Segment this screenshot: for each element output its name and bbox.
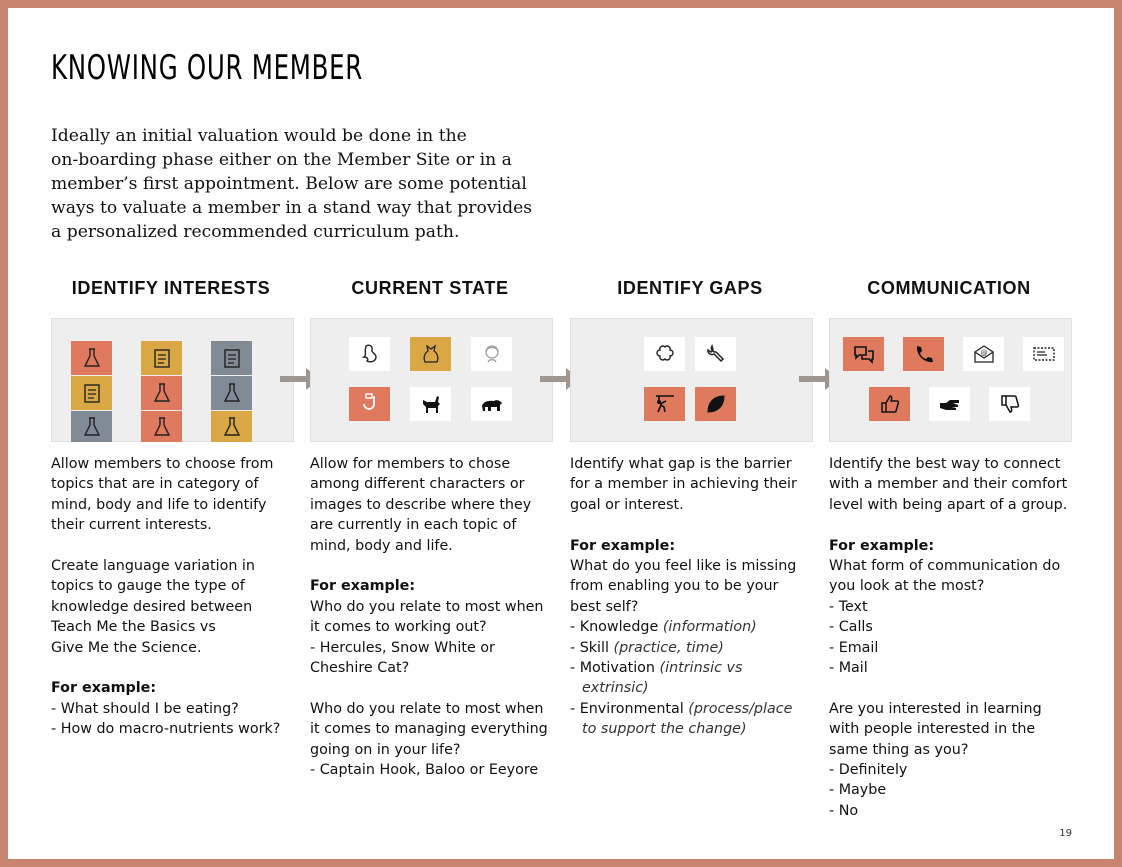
- flask-icon: [71, 411, 112, 442]
- description-text: Create language variation in topics to gauge the type of knowledge desired between Teach Me the Basics vs Give Me the Science.: [51, 558, 255, 656]
- example-question: Who do you relate to most when it comes to managing everything going on in your life? - Captain Hook, Baloo or Eeyore: [310, 700, 548, 779]
- column-description: [829, 454, 1069, 821]
- example-question: Are you interested in learning with people interested in the same thing as you?: [829, 700, 1042, 758]
- column-heading: COMMUNICATION: [867, 278, 1031, 298]
- gaps-icon-panel: [570, 318, 813, 442]
- svg-text:@: @: [980, 349, 987, 357]
- page-number: 19: [1059, 828, 1072, 839]
- thumbs-down-icon: [989, 387, 1030, 421]
- column-communication: [829, 278, 1069, 821]
- list-item: - How do macro-nutrients work?: [51, 721, 281, 738]
- clipboard-icon: [141, 341, 182, 375]
- column-heading: IDENTIFY INTERESTS: [71, 278, 271, 298]
- list-item: - Motivation (intrinsic vs extrinsic): [570, 660, 743, 697]
- description-text: Allow members to choose from topics that are in category of mind, body and life to identify their current interests.: [51, 456, 274, 534]
- flask-icon: [71, 341, 112, 375]
- wrench-icon: [695, 337, 736, 371]
- list-item: - Definitely: [829, 762, 908, 779]
- example-list: [829, 760, 1069, 821]
- list-item: - Email: [829, 639, 879, 656]
- example-question: What do you feel like is missing from enabling you to be your best self?: [570, 558, 797, 615]
- list-item: - Calls: [829, 619, 873, 636]
- description-text: Identify the best way to connect with a member and their comfort level with being apart of a group.: [829, 456, 1068, 513]
- mail-icon: [1023, 337, 1064, 371]
- example-list: [829, 597, 1069, 679]
- cat-icon: [410, 337, 451, 371]
- column-description: [310, 454, 550, 780]
- handshake-icon: [929, 387, 970, 421]
- flask-icon: [141, 411, 182, 442]
- example-question: What form of communication do you look at the most?: [829, 558, 1061, 595]
- flask-icon: [141, 376, 182, 410]
- page: [8, 8, 1114, 859]
- column-heading: IDENTIFY GAPS: [617, 278, 763, 298]
- donkey-icon: [410, 387, 451, 421]
- hook-icon: [349, 387, 390, 421]
- column-identify-gaps: [570, 278, 810, 740]
- column-description: [570, 454, 810, 740]
- example-list: [51, 699, 291, 740]
- list-item: - Text: [829, 598, 868, 615]
- list-item: - Environmental (process/place to support the change): [570, 700, 793, 738]
- example-list: [570, 617, 810, 739]
- state-icon-panel: [310, 318, 553, 442]
- column-description: [51, 454, 291, 740]
- example-label: For example:: [310, 578, 416, 595]
- interests-icon-panel: [51, 318, 294, 442]
- example-label: For example:: [829, 537, 935, 554]
- description-text: Identify what gap is the barrier for a member in achieving their goal or interest.: [570, 456, 797, 513]
- list-item: - Maybe: [829, 782, 887, 799]
- clipboard-icon: [211, 341, 252, 375]
- phone-icon: [903, 337, 944, 371]
- flask-icon: [211, 376, 252, 410]
- list-item: - What should I be eating?: [51, 700, 239, 717]
- column-current-state: [310, 278, 550, 801]
- thumbs-up-icon: [869, 387, 910, 421]
- genie-icon: [349, 337, 390, 371]
- intro-paragraph: Ideally an initial valuation would be done in the on-boarding phase either on the Member Site or in a member’s first appointment. Below are some potential ways to valuate a member in a stand way that provides a personalized recommended curriculum path.: [51, 126, 533, 242]
- example-label: For example:: [570, 537, 676, 554]
- list-item: - No: [829, 802, 859, 819]
- list-item: - Skill (practice, time): [570, 639, 724, 656]
- list-item: - Mail: [829, 660, 868, 677]
- example-question: Who do you relate to most when it comes to working out? - Hercules, Snow White or Cheshire Cat?: [310, 598, 544, 677]
- leaf-icon: [695, 387, 736, 421]
- snow-white-icon: [471, 337, 512, 371]
- list-item: - Knowledge (information): [570, 619, 757, 636]
- example-label: For example:: [51, 680, 157, 697]
- clipboard-icon: [71, 376, 112, 410]
- bear-icon: [471, 387, 512, 421]
- column-heading: CURRENT STATE: [351, 278, 509, 298]
- teacher-icon: [644, 387, 685, 421]
- column-identify-interests: [51, 278, 291, 740]
- flask-icon: [211, 411, 252, 442]
- communication-icon-panel: [829, 318, 1072, 442]
- chat-bubbles-icon: [843, 337, 884, 371]
- email-icon: [963, 337, 1004, 371]
- page-title: KNOWING OUR MEMBER: [51, 48, 364, 88]
- description-text: Allow for members to chose among different characters or images to describe where they are currently in each topic of mind, body and life.: [310, 456, 532, 554]
- brain-icon: [644, 337, 685, 371]
